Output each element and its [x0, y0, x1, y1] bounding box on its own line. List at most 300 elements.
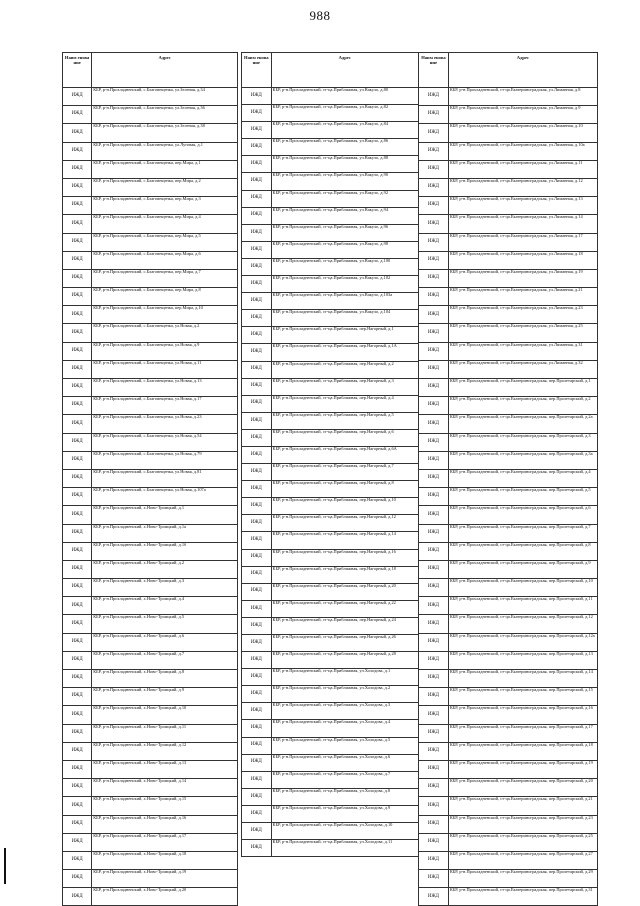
table-row [63, 451, 238, 469]
table-row [63, 579, 238, 597]
building-type-cell: ИЖД [63, 142, 92, 160]
address-cell: КБР, р-н.Прохладненский, ст-ца.Приближная, ул.Холодова, д.3 [271, 703, 418, 720]
table-row [419, 651, 598, 669]
table-row [242, 515, 419, 532]
address-cell: КБР, р-н.Прохладненский, х.Ново-Троицкий, д.2 [92, 560, 238, 578]
building-type-cell: ИЖД [419, 233, 449, 251]
table-row [242, 566, 419, 583]
building-type-cell: ИЖД [242, 344, 272, 361]
address-cell: КБР, р-н.Прохладненский, х.Ново-Троицкий, д.13 [92, 760, 238, 778]
address-cell: КБР, р-н.Прохладненский, с.Благовещенка, ул.Новая, д.13 [92, 379, 238, 397]
table-row [419, 360, 598, 378]
table-row [63, 233, 238, 251]
building-type-cell: ИЖД [63, 779, 92, 797]
table-row [63, 851, 238, 869]
building-type-cell: ИЖД [419, 779, 449, 797]
building-type-cell: ИЖД [419, 269, 449, 287]
address-cell: КБР, р-н.Прохладненский, ст-ца.Екатериноградская, пер.Пролетарский, д.2 [448, 397, 597, 415]
building-type-cell: ИЖД [242, 378, 272, 395]
table-row [63, 688, 238, 706]
address-cell: КБР, р-н.Прохладненский, ст-ца.Екатериноградская, ул.Лиманная, д.31 [448, 342, 597, 360]
building-type-cell: ИЖД [242, 173, 272, 190]
table-row [63, 597, 238, 615]
address-cell: КБР, р-н.Прохладненский, с.Благовещенка, ул.Зеленая, д.38 [92, 124, 238, 142]
address-cell: КБР, р-н.Прохладненский, ст-ца.Приближная, пер.Нагорный, д.22 [271, 600, 418, 617]
building-type-cell: ИЖД [63, 324, 92, 342]
table-row [419, 397, 598, 415]
building-type-cell: ИЖД [242, 737, 272, 754]
table-row [63, 269, 238, 287]
building-type-cell: ИЖД [242, 241, 272, 258]
address-cell: КБР, р-н.Прохладненский, ст-ца.Приближная, ул.Холодова, д.1 [271, 669, 418, 686]
building-type-cell: ИЖД [419, 178, 449, 196]
building-type-cell: ИЖД [63, 524, 92, 542]
table-row [419, 797, 598, 815]
table-row [242, 105, 419, 122]
table-row [63, 379, 238, 397]
table-row [63, 888, 238, 906]
building-type-cell: ИЖД [63, 360, 92, 378]
address-cell: КБР, р-н.Прохладненский, ст-ца.Приближная, ул.Вакуло, д.103а [271, 293, 418, 310]
building-type-cell: ИЖД [242, 498, 272, 515]
building-type-cell: ИЖД [419, 469, 449, 487]
building-type-cell: ИЖД [63, 178, 92, 196]
building-type-cell: ИЖД [419, 215, 449, 233]
building-type-cell: ИЖД [242, 652, 272, 669]
table-row [242, 122, 419, 139]
table-row [242, 532, 419, 549]
building-type-cell: ИЖД [419, 597, 449, 615]
building-type-cell: ИЖД [63, 597, 92, 615]
address-cell: КБР, р-н.Прохладненский, х.Ново-Троицкий, д.12 [92, 742, 238, 760]
address-cell: КБР, р-н.Прохладненский, х.Ново-Троицкий, д.8 [92, 670, 238, 688]
address-cell: КБР, р-н.Прохладненский, х.Ново-Троицкий, д.4 [92, 597, 238, 615]
building-type-cell: ИЖД [419, 251, 449, 269]
building-type-cell: ИЖД [419, 688, 449, 706]
address-cell: КБР, р-н.Прохладненский, ст-ца.Екатериноградская, пер.Пролетарский, д.9 [448, 560, 597, 578]
building-type-cell: ИЖД [242, 327, 272, 344]
table-row [63, 724, 238, 742]
building-type-cell: ИЖД [63, 506, 92, 524]
building-type-cell: ИЖД [242, 754, 272, 771]
building-type-cell: ИЖД [63, 215, 92, 233]
table-row [419, 579, 598, 597]
address-cell: КБР, р-н.Прохладненский, с.Благовещенка, ул.Новая, д.79 [92, 451, 238, 469]
building-type-cell: ИЖД [63, 742, 92, 760]
table-row [419, 160, 598, 178]
address-cell: КБР, р-н.Прохладненский, ст-ца.Екатериноградская, пер.Пролетарский, д.31 [448, 888, 597, 906]
building-type-cell: ИЖД [242, 276, 272, 293]
building-type-cell: ИЖД [242, 703, 272, 720]
table-row [63, 797, 238, 815]
building-type-cell: ИЖД [419, 379, 449, 397]
building-type-cell: ИЖД [242, 122, 272, 139]
table-row [419, 833, 598, 851]
building-type-cell: ИЖД [242, 190, 272, 207]
building-type-cell: ИЖД [419, 506, 449, 524]
address-cell: КБР, р-н.Прохладненский, ст-ца.Приближная, ул.Вакуло, д.94 [271, 207, 418, 224]
building-type-cell: ИЖД [419, 888, 449, 906]
building-type-cell: ИЖД [63, 888, 92, 906]
table-row [63, 870, 238, 888]
address-cell: КБР, р-н.Прохладненский, х.Ново-Троицкий, д.16 [92, 815, 238, 833]
table-row [242, 310, 419, 327]
building-type-cell: ИЖД [63, 651, 92, 669]
address-column-header: Адрес [271, 53, 418, 88]
address-cell: КБР, р-н.Прохладненский, ст-ца.Екатериноградская, пер.Пролетарский, д.5 [448, 488, 597, 506]
table-row [63, 342, 238, 360]
table-row [419, 670, 598, 688]
address-cell: КБР, р-н.Прохладненский, с.Благовещенка, ул.Новая, д.81 [92, 469, 238, 487]
address-cell: КБР, р-н.Прохладненский, х.Ново-Троицкий, д.18 [92, 851, 238, 869]
address-cell: КБР, р-н.Прохладненский, ст-ца.Приближная, ул.Вакуло, д.102 [271, 276, 418, 293]
table-row [63, 615, 238, 633]
address-table-column-3 [418, 52, 598, 906]
building-type-cell: ИЖД [63, 306, 92, 324]
address-cell: КБР, р-н.Прохладненский, ст-ца.Екатериноградская, пер.Пролетарский, д.4 [448, 469, 597, 487]
building-type-cell: ИЖД [63, 797, 92, 815]
table-row [419, 888, 598, 906]
page-number: 988 [309, 8, 331, 23]
address-cell: КБР, р-н.Прохладненский, ст-ца.Екатериноградская, пер.Пролетарский, д.3 [448, 433, 597, 451]
address-cell: КБР, р-н.Прохладненский, х.Ново-Троицкий, д.1б [92, 542, 238, 560]
address-cell: КБР, р-н.Прохладненский, ст-ца.Приближная, ул.Вакуло, д.86 [271, 139, 418, 156]
table-row [63, 779, 238, 797]
building-type-cell: ИЖД [242, 88, 272, 105]
type-column-header: Наим енова ние [242, 53, 272, 88]
address-cell: КБР, р-н.Прохладненский, ст-ца.Екатериноградская, пер.Пролетарский, д.3а [448, 451, 597, 469]
building-type-cell: ИЖД [242, 412, 272, 429]
building-type-cell: ИЖД [242, 686, 272, 703]
address-cell: КБР, р-н.Прохладненский, ст-ца.Приближная, ул.Холодова, д.5 [271, 737, 418, 754]
table-row [63, 706, 238, 724]
address-cell: КБР, р-н.Прохладненский, с.Благовещенка, пер.Мира, д.1 [92, 160, 238, 178]
address-cell: КБР, р-н.Прохладненский, ст-ца.Приближная, ул.Холодова, д.2 [271, 686, 418, 703]
address-cell: КБР, р-н.Прохладненский, с.Благовещенка, пер.Мира, д.7 [92, 269, 238, 287]
table-row [63, 542, 238, 560]
building-type-cell: ИЖД [242, 139, 272, 156]
address-cell: КБР, р-н.Прохладненский, х.Ново-Троицкий, д.9 [92, 688, 238, 706]
table-row [242, 771, 419, 788]
address-cell: КБР, р-н.Прохладненский, ст-ца.Приближная, ул.Холодова, д.6 [271, 754, 418, 771]
building-type-cell: ИЖД [242, 823, 272, 840]
table-row [242, 737, 419, 754]
table-row [419, 342, 598, 360]
address-cell: КБР, р-н.Прохладненский, с.Благовещенка, пер.Мира, д.2 [92, 178, 238, 196]
address-cell: КБР, р-н.Прохладненский, с.Благовещенка, ул.Новая, д.107а [92, 488, 238, 506]
address-cell: КБР, р-н.Прохладненский, ст-ца.Приближная, пер.Нагорный, д.8 [271, 481, 418, 498]
building-type-cell: ИЖД [419, 651, 449, 669]
table-row [242, 464, 419, 481]
table-row [419, 451, 598, 469]
address-cell: КБР, р-н.Прохладненский, х.Ново-Троицкий, д.14 [92, 779, 238, 797]
table-row [242, 88, 419, 105]
building-type-cell: ИЖД [419, 306, 449, 324]
address-cell: КБР, р-н.Прохладненский, ст-ца.Приближная, пер.Нагорный, д.24 [271, 617, 418, 634]
address-cell: КБР, р-н.Прохладненский, ст-ца.Екатериноградская, ул.Лиманная, д.8 [448, 88, 597, 106]
building-type-cell: ИЖД [242, 481, 272, 498]
address-cell: КБР, р-н.Прохладненский, ст-ца.Приближная, пер.Нагорный, д.1 [271, 327, 418, 344]
address-cell: КБР, р-н.Прохладненский, ст-ца.Приближная, ул.Холодова, д.9 [271, 805, 418, 822]
type-column-header: Наим енова ние [419, 53, 449, 88]
table-row [242, 395, 419, 412]
address-cell: КБР, р-н.Прохладненский, ст-ца.Приближная, ул.Вакуло, д.104 [271, 310, 418, 327]
table-row [242, 293, 419, 310]
building-type-cell: ИЖД [63, 469, 92, 487]
address-cell: КБР, р-н.Прохладненский, с.Благовещенка, пер.Мира, д.5 [92, 233, 238, 251]
table-row [63, 670, 238, 688]
building-type-cell: ИЖД [242, 464, 272, 481]
address-cell: КБР, р-н.Прохладненский, ст-ца.Приближная, пер.Нагорный, д.6А [271, 446, 418, 463]
address-cell: КБР, р-н.Прохладненский, ст-ца.Екатериноградская, ул.Лиманная, д.21 [448, 288, 597, 306]
building-type-cell: ИЖД [242, 515, 272, 532]
address-table [62, 52, 238, 906]
table-row [419, 597, 598, 615]
address-cell: КБР, р-н.Прохладненский, ст-ца.Екатериноградская, ул.Лиманная, д.12 [448, 178, 597, 196]
table-row [242, 840, 419, 857]
table-row [242, 788, 419, 805]
table-row [63, 415, 238, 433]
table-row [242, 258, 419, 275]
address-cell: КБР, р-н.Прохладненский, ст-ца.Екатериноградская, ул.Лиманная, д.32 [448, 360, 597, 378]
address-cell: КБР, р-н.Прохладненский, ст-ца.Екатериноградская, ул.Лиманная, д.23 [448, 306, 597, 324]
building-type-cell: ИЖД [63, 415, 92, 433]
building-type-cell: ИЖД [419, 524, 449, 542]
building-type-cell: ИЖД [242, 720, 272, 737]
address-cell: КБР, р-н.Прохладненский, с.Благовещенка, пер.Мира, д.10 [92, 306, 238, 324]
address-cell: КБР, р-н.Прохладненский, ст-ца.Приближная, пер.Нагорный, д.18 [271, 566, 418, 583]
address-cell: КБР, р-н.Прохладненский, ст-ца.Приближная, пер.Нагорный, д.2 [271, 361, 418, 378]
building-type-cell: ИЖД [242, 617, 272, 634]
address-cell: КБР, р-н.Прохладненский, с.Благовещенка, ул.Новая, д.54 [92, 433, 238, 451]
table-row [63, 124, 238, 142]
table-row [419, 197, 598, 215]
address-cell: КБР, р-н.Прохладненский, ст-ца.Приближная, пер.Нагорный, д.26 [271, 635, 418, 652]
building-type-cell: ИЖД [242, 224, 272, 241]
building-type-cell: ИЖД [242, 840, 272, 857]
table-row [242, 207, 419, 224]
table-row [63, 142, 238, 160]
address-cell: КБР, р-н.Прохладненский, ст-ца.Екатериноградская, пер.Пролетарский, д.15 [448, 688, 597, 706]
building-type-cell: ИЖД [242, 395, 272, 412]
building-type-cell: ИЖД [63, 124, 92, 142]
building-type-cell: ИЖД [242, 669, 272, 686]
table-row [419, 379, 598, 397]
address-cell: КБР, р-н.Прохладненский, с.Благовещенка, пер.Мира, д.4 [92, 215, 238, 233]
table-row [242, 823, 419, 840]
table-row [242, 686, 419, 703]
building-type-cell: ИЖД [419, 633, 449, 651]
address-cell: КБР, р-н.Прохладненский, с.Благовещенка, ул.Зеленая, д.36 [92, 106, 238, 124]
table-row [63, 324, 238, 342]
building-type-cell: ИЖД [242, 600, 272, 617]
building-type-cell: ИЖД [419, 706, 449, 724]
building-type-cell: ИЖД [63, 833, 92, 851]
building-type-cell: ИЖД [419, 542, 449, 560]
address-cell: КБР, р-н.Прохладненский, ст-ца.Екатериноградская, пер.Пролетарский, д.14 [448, 670, 597, 688]
table-row [419, 815, 598, 833]
building-type-cell: ИЖД [63, 724, 92, 742]
address-cell: КБР, р-н.Прохладненский, ст-ца.Екатериноградская, пер.Пролетарский, д.8 [448, 542, 597, 560]
table-row [63, 306, 238, 324]
table-row [63, 506, 238, 524]
table-row [63, 742, 238, 760]
address-cell: КБР, р-н.Прохладненский, ст-ца.Екатериноградская, пер.Пролетарский, д.13 [448, 651, 597, 669]
address-cell: КБР, р-н.Прохладненский, ст-ца.Приближная, пер.Нагорный, д.5 [271, 412, 418, 429]
address-cell: КБР, р-н.Прохладненский, ст-ца.Екатериноградская, пер.Пролетарский, д.19 [448, 760, 597, 778]
address-cell: КБР, р-н.Прохладненский, ст-ца.Приближная, ул.Вакуло, д.88 [271, 156, 418, 173]
address-cell: КБР, р-н.Прохладненский, ст-ца.Екатериноградская, пер.Пролетарский, д.21 [448, 797, 597, 815]
address-cell: КБР, р-н.Прохладненский, х.Ново-Троицкий, д.3 [92, 579, 238, 597]
building-type-cell: ИЖД [419, 451, 449, 469]
address-cell: КБР, р-н.Прохладненский, ст-ца.Екатериноградская, ул.Лиманная, д.11 [448, 160, 597, 178]
building-type-cell: ИЖД [63, 615, 92, 633]
address-cell: КБР, р-н.Прохладненский, ст-ца.Приближная, ул.Холодова, д.4 [271, 720, 418, 737]
table-row [242, 241, 419, 258]
building-type-cell: ИЖД [242, 635, 272, 652]
address-cell: КБР, р-н.Прохладненский, с.Благовещенка, ул.Новая, д.2 [92, 324, 238, 342]
address-table [241, 52, 419, 857]
address-cell: КБР, р-н.Прохладненский, ст-ца.Екатериноградская, ул.Лиманная, д.19 [448, 269, 597, 287]
address-cell: КБР, р-н.Прохладненский, ст-ца.Приближная, ул.Вакуло, д.96 [271, 224, 418, 241]
table-row [419, 560, 598, 578]
address-cell: КБР, р-н.Прохладненский, ст-ца.Приближная, пер.Нагорный, д.3 [271, 378, 418, 395]
table-row [419, 851, 598, 869]
table-row [419, 688, 598, 706]
table-row [419, 542, 598, 560]
table-row [419, 433, 598, 451]
table-row [242, 344, 419, 361]
table-row [63, 651, 238, 669]
address-cell: КБР, р-н.Прохладненский, ст-ца.Екатериноградская, пер.Пролетарский, д.12 [448, 615, 597, 633]
building-type-cell: ИЖД [63, 579, 92, 597]
address-table-column-1 [62, 52, 238, 906]
table-header-row [419, 53, 598, 88]
table-row [419, 106, 598, 124]
building-type-cell: ИЖД [419, 815, 449, 833]
address-cell: КБР, р-н.Прохладненский, ст-ца.Екатериноградская, пер.Пролетарский, д.6 [448, 506, 597, 524]
building-type-cell: ИЖД [419, 342, 449, 360]
address-cell: КБР, р-н.Прохладненский, ст-ца.Приближная, пер.Нагорный, д.28 [271, 652, 418, 669]
building-type-cell: ИЖД [63, 288, 92, 306]
table-row [63, 88, 238, 106]
building-type-cell: ИЖД [419, 142, 449, 160]
table-row [419, 233, 598, 251]
address-cell: КБР, р-н.Прохладненский, ст-ца.Екатериноградская, ул.Лиманная, д.13 [448, 197, 597, 215]
table-row [242, 669, 419, 686]
address-cell: КБР, р-н.Прохладненский, с.Благовещенка, ул.Новая, д.17 [92, 397, 238, 415]
address-cell: КБР, р-н.Прохладненский, х.Ново-Троицкий, д.17 [92, 833, 238, 851]
table-body [242, 88, 419, 857]
address-cell: КБР, р-н.Прохладненский, х.Ново-Троицкий, д.15 [92, 797, 238, 815]
address-cell: КБР, р-н.Прохладненский, с.Благовещенка, ул.Новая, д.9 [92, 342, 238, 360]
building-type-cell: ИЖД [242, 293, 272, 310]
table-row [242, 481, 419, 498]
address-cell: КБР, р-н.Прохладненский, ст-ца.Екатериноградская, пер.Пролетарский, д.18 [448, 742, 597, 760]
table-row [242, 224, 419, 241]
address-cell: КБР, р-н.Прохладненский, ст-ца.Екатериноградская, пер.Пролетарский, д.23 [448, 815, 597, 833]
building-type-cell: ИЖД [63, 251, 92, 269]
table-row [242, 156, 419, 173]
address-cell: КБР, р-н.Прохладненский, ст-ца.Приближная, пер.Нагорный, д.7 [271, 464, 418, 481]
building-type-cell: ИЖД [419, 397, 449, 415]
address-cell: КБР, р-н.Прохладненский, ст-ца.Приближная, пер.Нагорный, д.4 [271, 395, 418, 412]
building-type-cell: ИЖД [419, 560, 449, 578]
address-cell: КБР, р-н.Прохладненский, х.Ново-Троицкий, д.10 [92, 706, 238, 724]
address-cell: КБР, р-н.Прохладненский, ст-ца.Екатериноградская, ул.Лиманная, д.10 [448, 124, 597, 142]
address-cell: КБР, р-н.Прохладненский, ст-ца.Приближная, пер.Нагорный, д.14 [271, 532, 418, 549]
building-type-cell: ИЖД [419, 106, 449, 124]
building-type-cell: ИЖД [419, 851, 449, 869]
table-row [242, 327, 419, 344]
address-cell: КБР, р-н.Прохладненский, ст-ца.Приближная, ул.Холодова, д.11 [271, 840, 418, 857]
table-row [63, 251, 238, 269]
table-row [63, 633, 238, 651]
table-header-row [242, 53, 419, 88]
address-cell: КБР, р-н.Прохладненский, ст-ца.Приближная, пер.Нагорный, д.20 [271, 583, 418, 600]
building-type-cell: ИЖД [419, 488, 449, 506]
address-cell: КБР, р-н.Прохладненский, ст-ца.Екатериноградская, пер.Пролетарский, д.12а [448, 633, 597, 651]
address-cell: КБР, р-н.Прохладненский, ст-ца.Екатериноградская, ул.Лиманная, д.17 [448, 233, 597, 251]
table-row [63, 833, 238, 851]
table-row [419, 779, 598, 797]
building-type-cell: ИЖД [63, 342, 92, 360]
table-row [242, 446, 419, 463]
address-column-header: Адрес [92, 53, 238, 88]
building-type-cell: ИЖД [63, 269, 92, 287]
table-row [419, 415, 598, 433]
table-row [242, 754, 419, 771]
address-column-header: Адрес [448, 53, 597, 88]
table-row [419, 124, 598, 142]
address-cell: КБР, р-н.Прохладненский, ст-ца.Приближная, ул.Вакуло, д.100 [271, 258, 418, 275]
building-type-cell: ИЖД [419, 797, 449, 815]
table-row [419, 88, 598, 106]
building-type-cell: ИЖД [419, 670, 449, 688]
table-row [419, 524, 598, 542]
address-cell: КБР, р-н.Прохладненский, ст-ца.Екатериноградская, пер.Пролетарский, д.10 [448, 579, 597, 597]
table-row [419, 724, 598, 742]
address-cell: КБР, р-н.Прохладненский, ст-ца.Екатериноградская, пер.Пролетарский, д.16 [448, 706, 597, 724]
building-type-cell: ИЖД [419, 160, 449, 178]
table-row [242, 378, 419, 395]
building-type-cell: ИЖД [242, 446, 272, 463]
building-type-cell: ИЖД [419, 324, 449, 342]
table-row [242, 173, 419, 190]
table-row [242, 583, 419, 600]
building-type-cell: ИЖД [419, 615, 449, 633]
table-row [242, 617, 419, 634]
building-type-cell: ИЖД [242, 805, 272, 822]
building-type-cell: ИЖД [63, 560, 92, 578]
table-row [419, 288, 598, 306]
address-cell: КБР, р-н.Прохладненский, ст-ца.Екатериноградская, пер.Пролетарский, д.11 [448, 597, 597, 615]
address-cell: КБР, р-н.Прохладненский, с.Благовещенка, пер.Мира, д.8 [92, 288, 238, 306]
table-row [419, 742, 598, 760]
address-cell: КБР, р-н.Прохладненский, ст-ца.Приближная, ул.Холодова, д.8 [271, 788, 418, 805]
table-row [63, 815, 238, 833]
building-type-cell: ИЖД [419, 579, 449, 597]
table-row [419, 269, 598, 287]
table-row [63, 360, 238, 378]
building-type-cell: ИЖД [419, 124, 449, 142]
address-cell: КБР, р-н.Прохладненский, ст-ца.Екатериноградская, пер.Пролетарский, д.27 [448, 851, 597, 869]
building-type-cell: ИЖД [242, 361, 272, 378]
table-row [242, 412, 419, 429]
building-type-cell: ИЖД [63, 379, 92, 397]
table-row [63, 288, 238, 306]
address-cell: КБР, р-н.Прохладненский, ст-ца.Екатериноградская, пер.Пролетарский, д.2а [448, 415, 597, 433]
